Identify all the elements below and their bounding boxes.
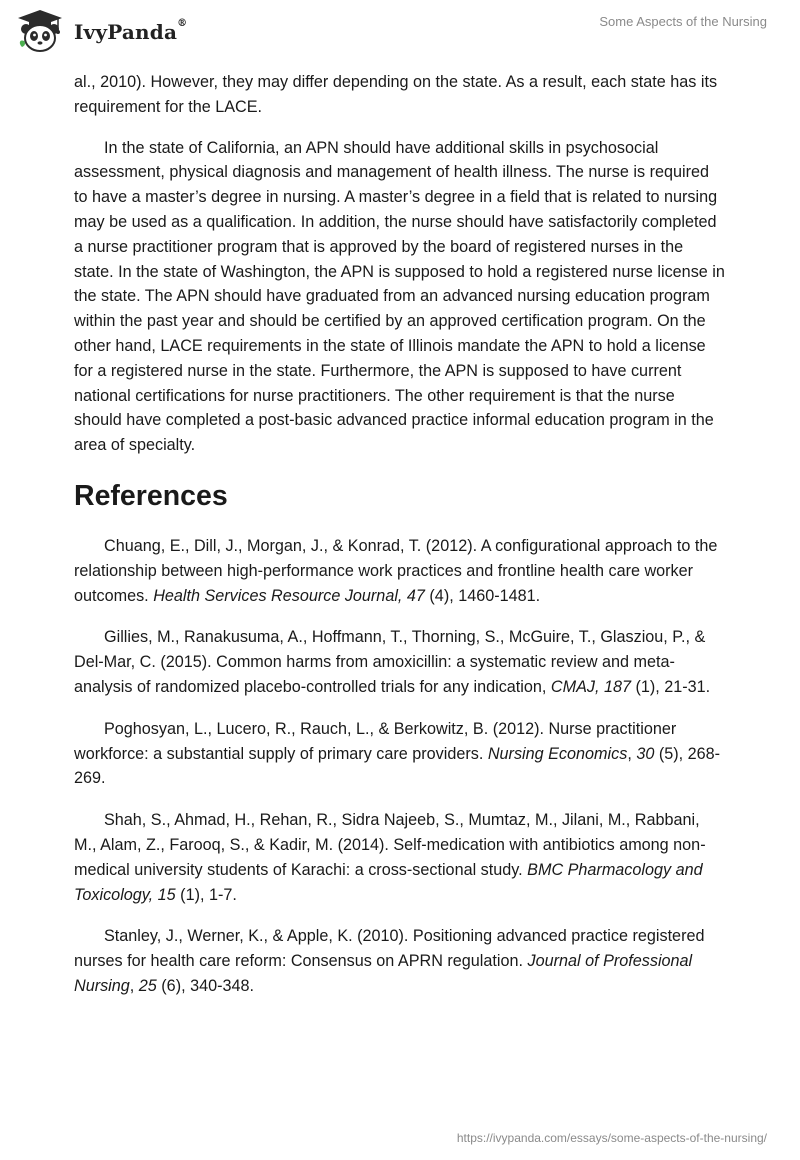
paragraph-continued: al., 2010). However, they may differ depending on the state. As a result, each state has its requirement for the LACE. bbox=[74, 73, 718, 116]
reference-item: Stanley, J., Werner, K., & Apple, K. (2010). Positioning advanced practice registered nurses for health care reform: Consensus on APRN regulation. Journal of Professional Nursing, 25 (6), 340-348. bbox=[74, 927, 705, 995]
reference-item: Poghosyan, L., Lucero, R., Rauch, L., & Berkowitz, B. (2012). Nurse practitioner workforce: a substantial supply of primary care providers. Nursing Economics, 30 (5), 268-269. bbox=[74, 719, 721, 788]
paragraph-lace-requirements: In the state of California, an APN should have additional skills in psychosocial assessment, physical diagnosis and management of health illness. The nurse is required to have a master’s degree in nursing. A master’s degree in a field that is related to nursing may be used as a qualification. In addition, the nurse should have satisfactorily completed a nurse practitioner program that is approved by the board of registered nurses in the state. In the state of Washington, the APN is supposed to hold a registered nurse license in the state. The APN should have graduated from an advanced nursing education program within the past year and should be certified by an approved certification program. On the other hand, LACE requirements in the state of Illinois mandate the APN to hold a license for a registered nurse in the state. Furthermore, the APN is supposed to have current national certifications for nurse practitioners. The other requirement is that the nurse should have completed a post-basic advanced practice informal education program in the area of specialty. bbox=[74, 138, 725, 455]
reference-item: Chuang, E., Dill, J., Morgan, J., & Konrad, T. (2012). A configurational approach to the relationship between high-performance work practices and frontline health care worker outcomes. Health Services Resource Journal, 47 (4), 1460-1481. bbox=[74, 536, 718, 605]
page-header bbox=[0, 0, 800, 62]
reference-item: Gillies, M., Ranakusuma, A., Hoffmann, T., Thorning, S., McGuire, T., Glasziou, P., & Del-Mar, C. (2015). Common harms from amoxicillin: a systematic review and meta-analysis of randomized placebo-controlled trials for any indication, CMAJ, 187 (1), 21-31. bbox=[74, 628, 711, 696]
panda-graduate-icon bbox=[14, 9, 66, 55]
document-title: Some Aspects of the Nursing bbox=[599, 14, 767, 29]
essay-body bbox=[74, 70, 726, 1016]
reference-item: Shah, S., Ahmad, H., Rehan, R., Sidra Najeeb, S., Mumtaz, M., Jilani, M., Rabbani, M., Alam, Z., Farooq, S., & Kadir, M. (2014). Self-medication with antibiotics among non-medical university students of Karachi: a cross-sectional study. BMC Pharmacology and Toxicology, 15 (1), 1-7. bbox=[74, 811, 706, 904]
ivypanda-logo[interactable] bbox=[14, 9, 194, 55]
references-heading: References bbox=[74, 479, 228, 512]
brand-name: IvyPanda® bbox=[74, 18, 188, 44]
source-url[interactable]: https://ivypanda.com/essays/some-aspects-of-the-nursing/ bbox=[456, 1131, 767, 1145]
